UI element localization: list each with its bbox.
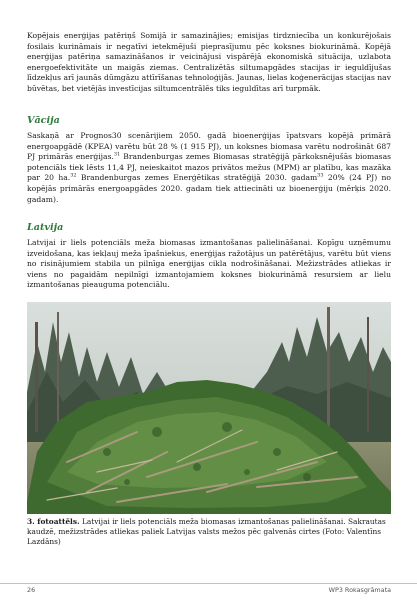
footer-rule bbox=[0, 583, 417, 584]
germany-text-3: Brandenburgas zemes Enerģētikas stratēģijā 2030. gadam bbox=[76, 173, 318, 183]
footnote-ref-33[interactable]: 33 bbox=[317, 172, 324, 179]
intro-paragraph: Kopējais enerģijas patēriņš Somijā ir samazinājies; emisijas tirdzniecība un konkurējošais fosilais kurināmais ir negatīvi ietekmējuši pieprasījumu pēc koksnes biokurināmā. Kopējā enerģijas patēriņa samazināšanos ir veicinājusi vispārējā ekonomiskā situācija, uzlabota energoefektivitāte un maigās ziemas. Centralizētās siltumapgādes stacijas ir ieguldījušas līdzekļus arī jaunās dūmgāzu attīrīšanas tehnoloģijās. Jaunas, lielas koģenerācijas stacijas nav būvētas, bet vietējās investīcijas siltumcentrālēs tiks ieguldītas arī turpmāk. bbox=[27, 31, 391, 93]
latvia-text: Latvijai ir liels potenciāls meža biomasas izmantošanas palielināšanai. Kopīgu uzņēmumu izveidošana, kas iekļauj meža īpašniekus, enerģijas ražotājus un patērētājus, varētu būt viens no risinājumiem stabila un pilnīga enerģijas cikla nodrošināšanai. Mežizstrādes atliekas ir viens no pagaidām nepilnīgi izmantojamiem koksnes biokurināmā resursiem ar lielu izmantošanas pieauguma potenciālu. bbox=[27, 238, 391, 290]
germany-text-2: Brandenburgas zemes Biomasas stratēģijā pārkoksnējušās biomasas potenciāls tiek lēsts 11,4 PJ, neieskaitot mazos privātos mežus (MPM) ar platību, kas mazāka par 20 ha. bbox=[27, 152, 391, 183]
photo-illustration bbox=[27, 302, 391, 514]
figure-caption bbox=[27, 517, 391, 547]
footer-title: WP3 Rokasgrāmata bbox=[328, 586, 391, 594]
latvia-paragraph bbox=[27, 238, 391, 291]
footnote-ref-32[interactable]: 32 bbox=[70, 172, 77, 179]
section-heading-latvia: Latvija bbox=[27, 222, 64, 233]
footnote-ref-31[interactable]: 31 bbox=[113, 151, 121, 158]
section-germany bbox=[27, 115, 391, 205]
forest-residue-photo bbox=[27, 302, 391, 514]
intro-block bbox=[27, 31, 391, 95]
figure-label: 3. fotoattēls. bbox=[27, 517, 80, 526]
germany-paragraph bbox=[27, 131, 391, 205]
page-number: 26 bbox=[27, 586, 36, 594]
section-heading-germany: Vācija bbox=[27, 115, 60, 126]
section-latvia bbox=[27, 222, 391, 291]
germany-text-1: Saskaņā ar Prognos30 scenārijiem 2050. gadā bioenerģijas īpatsvars kopējā primārā energoapgādē (KPEA) varētu būt 28 % (1 915 PJ), un koksnes biomasa varētu nodrošināt 687 PJ primārās enerģijas. bbox=[27, 131, 391, 162]
figure-caption-text: Latvijai ir liels potenciāls meža biomasas izmantošanas palielināšanai. Sakrautas kaudzē, mežizstrādes atliekas paliek Latvijas valsts mežos pēc galvenās cirtes (Foto: Valentīns Lazdāns) bbox=[27, 517, 386, 546]
germany-text-4: 20% (24 PJ) no kopējās primārās energoapgādes 2020. gadam tiek attiecināti uz bioenerģiju (mērķis 2020. gadam). bbox=[27, 173, 391, 204]
